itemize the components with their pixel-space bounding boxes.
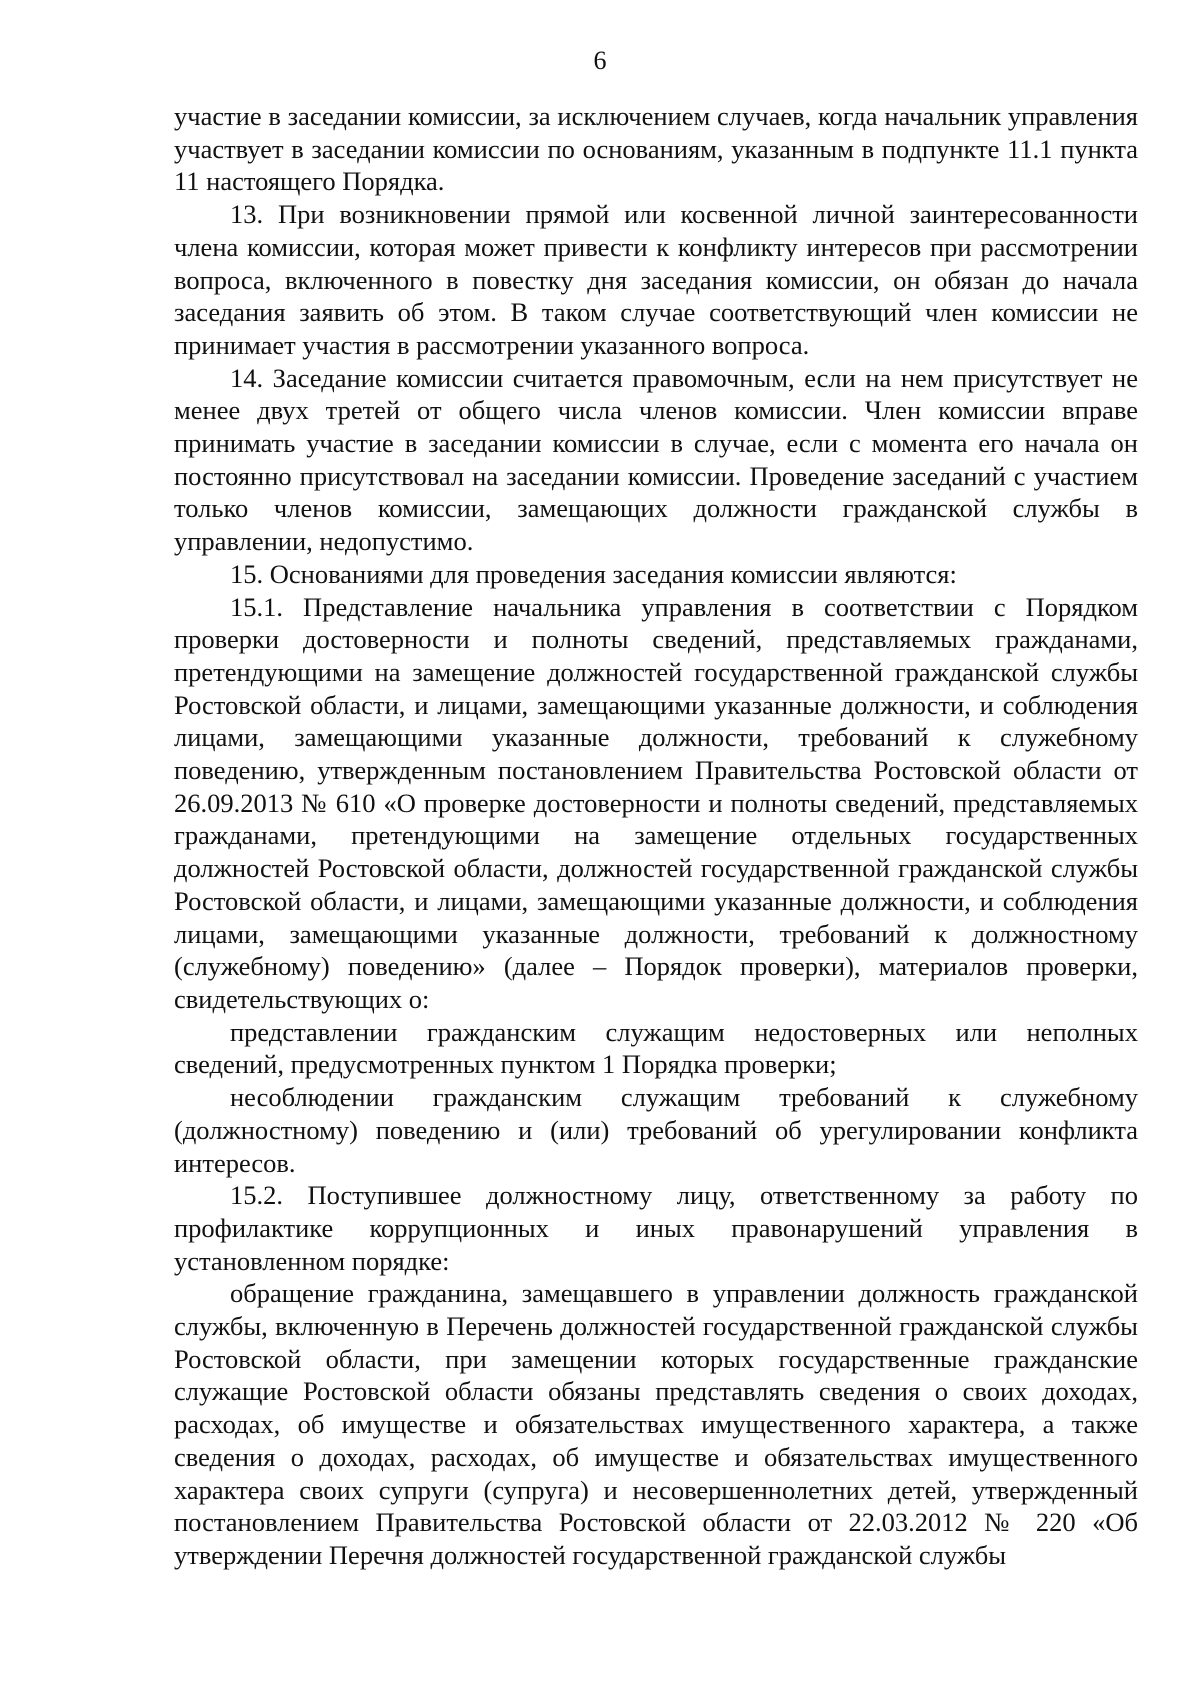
- page-number: 6: [593, 46, 607, 75]
- paragraph-15-2: 15.2. Поступившее должностному лицу, ответственному за работу по профилактике коррупционных и иных правонарушений управления в установленном порядке:: [174, 1180, 1138, 1276]
- paragraph-15: 15. Основаниями для проведения заседания комиссии являются:: [230, 558, 957, 589]
- paragraph-15-1-item-2: несоблюдении гражданским служащим требований к служебному (должностному) поведению и (или) требований об урегулировании конфликта интересов.: [174, 1082, 1138, 1178]
- paragraph-13: 13. При возникновении прямой или косвенной личной заинтересованности члена комиссии, которая может привести к конфликту интересов при рассмотрении вопроса, включенного в повестку дня заседания комиссии, он обязан до начала заседания заявить об этом. В таком случае соответствующий член комиссии не принимает участия в рассмотрении указанного вопроса.: [174, 199, 1138, 360]
- paragraph-15-1-item-1: представлении гражданским служащим недостоверных или неполных сведений, предусмотренных пунктом 1 Порядка проверки;: [174, 1016, 1138, 1080]
- paragraph-continuation: участие в заседании комиссии, за исключением случаев, когда начальник управления участвует в заседании комиссии по основаниям, указанным в подпункте 11.1 пункта 11 настоящего Порядка.: [174, 101, 1138, 197]
- document-body: [174, 100, 1138, 1572]
- paragraph-14: 14. Заседание комиссии считается правомочным, если на нем присутствует не менее двух третей от общего числа членов комиссии. Член комиссии вправе принимать участие в заседании комиссии в случае, если с момента его начала он постоянно присутствовал на заседании комиссии. Проведение заседаний с участием только членов комиссии, замещающих должности гражданской службы в управлении, недопустимо.: [174, 362, 1138, 557]
- paragraph-15-2-item-1: обращение гражданина, замещавшего в управлении должность гражданской службы, включенную в Перечень должностей государственной гражданской службы Ростовской области, при замещении которых государственные гражданские служащие Ростовской области обязаны представлять сведения о своих доходах, расходах, об имуществе и обязательствах имущественного характера, а также сведения о доходах, расходах, об имуществе и обязательствах имущественного характера своих супруги (супруга) и несовершеннолетних детей, утвержденный постановлением Правительства Ростовской области от 22.03.2012 № 220 «Об утверждении Перечня должностей государственной гражданской службы: [174, 1278, 1138, 1570]
- paragraph-15-1: 15.1. Представление начальника управления в соответствии с Порядком проверки достоверности и полноты сведений, представляемых гражданами, претендующими на замещение должностей государственной гражданской службы Ростовской области, и лицами, замещающими указанные должности, и соблюдения лицами, замещающими указанные должности, требований к служебному поведению, утвержденным постановлением Правительства Ростовской области от 26.09.2013 № 610 «О проверке достоверности и полноты сведений, представляемых гражданами, претендующими на замещение отдельных государственных должностей Ростовской области, должностей государственной гражданской службы Ростовской области, и лицами, замещающими указанные должности, и соблюдения лицами, замещающими указанные должности, требований к должностному (служебному) поведению» (далее – Порядок проверки), материалов проверки, свидетельствующих о:: [174, 591, 1138, 1014]
